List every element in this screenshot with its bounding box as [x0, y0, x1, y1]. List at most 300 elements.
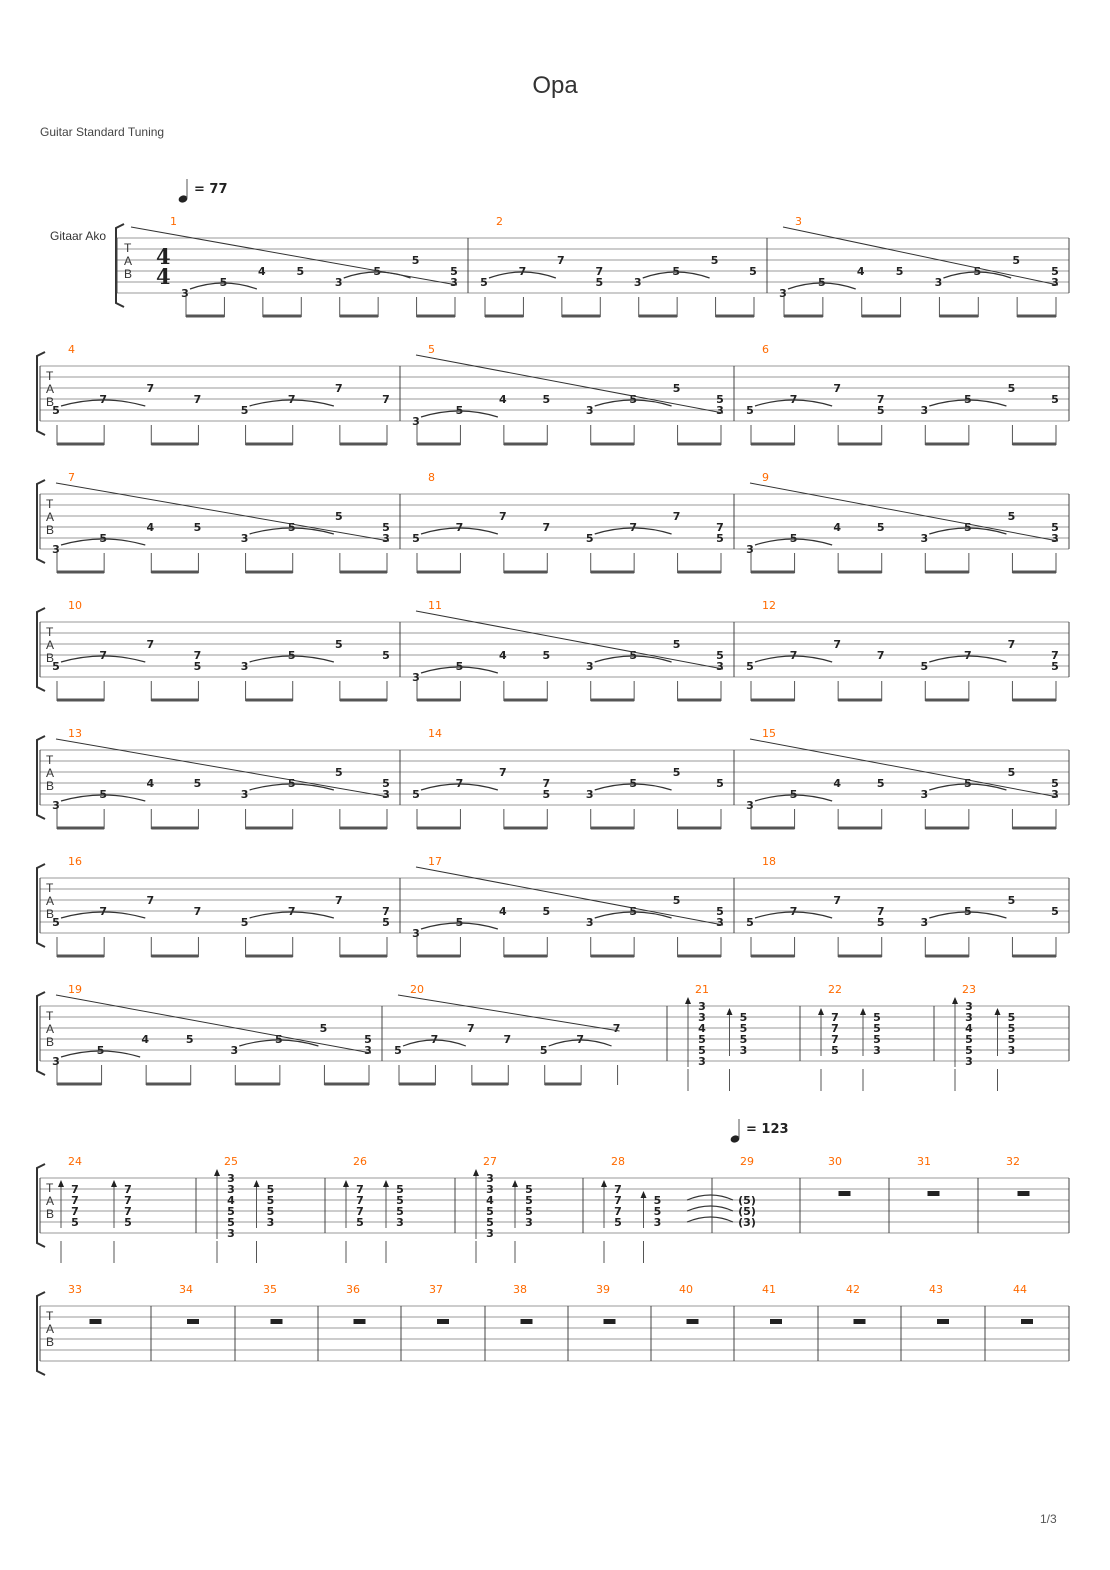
- measure-number: 36: [346, 1283, 360, 1296]
- measure-number: 17: [428, 855, 442, 868]
- measure-number: 35: [263, 1283, 277, 1296]
- chord-fret-number: 3: [266, 1216, 275, 1229]
- chord-fret-number: 7: [614, 1194, 622, 1207]
- fret-number: 5: [672, 265, 680, 278]
- chord-fret-number: 3: [698, 1000, 706, 1013]
- chord-fret-number: 7: [831, 1011, 839, 1024]
- chord-fret-number: 5: [486, 1205, 494, 1218]
- strum-arrow-icon: [473, 1169, 479, 1176]
- fret-number: 5: [716, 532, 724, 545]
- tab-clef-letter: B: [46, 779, 55, 793]
- strum-arrow-icon: [383, 1180, 389, 1187]
- strum-arrow-icon: [512, 1180, 518, 1187]
- fret-number: 7: [499, 510, 507, 523]
- fret-number: 3: [52, 543, 60, 556]
- chord-fret-number: 5: [1007, 1033, 1016, 1046]
- measure-number: 41: [762, 1283, 776, 1296]
- fret-number: 7: [1051, 649, 1059, 662]
- fret-number: 5: [716, 777, 724, 790]
- system-bracket: [37, 736, 45, 819]
- fret-number: 7: [287, 393, 296, 406]
- fret-number: 7: [672, 510, 681, 523]
- chord-fret-number: 5: [1007, 1022, 1016, 1035]
- measure-number: 3: [795, 215, 802, 228]
- chord-fret-number: 5: [396, 1183, 404, 1196]
- chord-fret-number: 5: [653, 1194, 662, 1207]
- tab-clef-letter: T: [46, 1009, 54, 1023]
- fret-number: 5: [287, 521, 296, 534]
- chord-fret-number: 3: [525, 1216, 533, 1229]
- chord-fret-number: 5: [227, 1205, 235, 1218]
- tab-clef-letter: B: [46, 395, 55, 409]
- measure-number: 6: [762, 343, 769, 356]
- fret-number: 5: [1051, 905, 1059, 918]
- fret-number: 7: [789, 905, 798, 918]
- strum-arrow-icon: [58, 1180, 64, 1187]
- fret-number: 5: [1051, 777, 1059, 790]
- fret-number: 5: [964, 393, 972, 406]
- chord-fret-number: 7: [356, 1205, 364, 1218]
- tab-clef-letter: A: [46, 894, 55, 908]
- fret-number: 5: [1012, 254, 1020, 267]
- fret-number: 5: [411, 254, 420, 267]
- fret-number: 3: [230, 1044, 239, 1057]
- whole-rest-icon: [1018, 1191, 1030, 1196]
- chord-fret-number: 5: [739, 1022, 748, 1035]
- chord-fret-number: 5: [873, 1022, 881, 1035]
- fret-number: 5: [382, 649, 390, 662]
- tempo-marker-77: = 77: [194, 182, 228, 197]
- whole-rest-icon: [187, 1319, 199, 1324]
- page-number: 1/3: [1040, 1512, 1057, 1526]
- fret-number: 5: [876, 404, 885, 417]
- chord-fret-number: 5: [873, 1033, 881, 1046]
- fret-number: 5: [746, 916, 754, 929]
- chord-fret-number: 3: [965, 1000, 973, 1013]
- fret-number: 3: [920, 404, 929, 417]
- chord-fret-number: 3: [1007, 1044, 1016, 1057]
- fret-number: 7: [629, 521, 637, 534]
- chord-fret-number: 7: [831, 1022, 839, 1035]
- chord-fret-number: 7: [614, 1183, 622, 1196]
- fret-number: 3: [382, 532, 390, 545]
- chord-fret-number: 5: [1007, 1011, 1016, 1024]
- measure-number: 8: [428, 471, 435, 484]
- fret-number: 5: [789, 788, 798, 801]
- fret-number: 7: [576, 1033, 584, 1046]
- chord-fret-number: 7: [124, 1183, 132, 1196]
- fret-number: 3: [382, 788, 390, 801]
- fret-number: 7: [430, 1033, 439, 1046]
- slide-line: [131, 227, 457, 285]
- fret-number: 5: [539, 1044, 548, 1057]
- tab-clef-letter: A: [46, 382, 55, 396]
- fret-number: 5: [964, 905, 972, 918]
- measure-number: 13: [68, 727, 82, 740]
- fret-number: 3: [585, 916, 594, 929]
- fret-number: 5: [672, 638, 681, 651]
- fret-number: 5: [716, 393, 724, 406]
- fret-number: 3: [364, 1044, 372, 1057]
- measure-number: 15: [762, 727, 776, 740]
- fret-number: 5: [382, 521, 390, 534]
- fret-number: 7: [146, 382, 155, 395]
- fret-number: 7: [99, 393, 107, 406]
- system-bracket: [37, 352, 45, 435]
- fret-number: 3: [334, 276, 343, 289]
- fret-number: 7: [99, 905, 107, 918]
- fret-number: 3: [716, 660, 724, 673]
- chord-fret-number: 7: [124, 1205, 132, 1218]
- fret-number: 5: [672, 766, 681, 779]
- chord-fret-number: (5): [738, 1205, 756, 1218]
- fret-number: 3: [450, 276, 458, 289]
- strum-arrow-icon: [343, 1180, 349, 1187]
- fret-number: 5: [185, 1033, 194, 1046]
- fret-number: 5: [287, 649, 296, 662]
- strum-arrow-icon: [995, 1008, 1001, 1015]
- fret-number: 5: [1051, 393, 1059, 406]
- chord-fret-number: 5: [396, 1194, 404, 1207]
- fret-number: 5: [450, 265, 458, 278]
- measure-number: 30: [828, 1155, 842, 1168]
- measure-number: 23: [962, 983, 976, 996]
- chord-fret-number: 3: [227, 1227, 235, 1240]
- tab-clef-letter: A: [46, 766, 55, 780]
- fret-number: 7: [833, 638, 841, 651]
- chord-fret-number: 3: [486, 1183, 494, 1196]
- tab-clef-letter: A: [46, 1322, 55, 1336]
- fret-number: 5: [585, 532, 594, 545]
- tab-clef-letter: A: [46, 1022, 55, 1036]
- fret-number: 5: [964, 521, 972, 534]
- fret-number: 7: [833, 894, 841, 907]
- fret-number: 4: [258, 265, 266, 278]
- chord-fret-number: 5: [965, 1044, 973, 1057]
- fret-number: 5: [52, 660, 60, 673]
- chord-fret-number: 5: [266, 1194, 275, 1207]
- tab-clef-letter: B: [124, 267, 133, 281]
- system-bracket: [37, 864, 45, 947]
- chord-fret-number: 5: [266, 1183, 275, 1196]
- fret-number: 3: [746, 799, 754, 812]
- fret-number: 7: [595, 265, 604, 278]
- fret-number: 5: [99, 788, 107, 801]
- fret-number: 5: [1007, 894, 1016, 907]
- fret-number: 3: [585, 660, 594, 673]
- chord-fret-number: 3: [486, 1172, 494, 1185]
- fret-number: 5: [275, 1033, 283, 1046]
- fret-number: 5: [629, 393, 637, 406]
- fret-number: 5: [455, 660, 464, 673]
- whole-rest-icon: [1021, 1319, 1033, 1324]
- fret-number: 3: [412, 671, 420, 684]
- tab-clef-letter: A: [46, 510, 55, 524]
- measure-number: 12: [762, 599, 776, 612]
- chord-fret-number: 3: [739, 1044, 748, 1057]
- fret-number: 5: [1007, 382, 1016, 395]
- fret-number: 4: [499, 649, 507, 662]
- time-signature-bottom: 4: [156, 264, 171, 289]
- chord-fret-number: 5: [739, 1011, 748, 1024]
- fret-number: 7: [335, 382, 343, 395]
- fret-number: 5: [455, 404, 464, 417]
- measure-number: 25: [224, 1155, 238, 1168]
- chord-fret-number: 3: [486, 1227, 494, 1240]
- chord-fret-number: 4: [227, 1194, 235, 1207]
- strum-arrow-icon: [601, 1180, 607, 1187]
- whole-rest-icon: [687, 1319, 699, 1324]
- strum-arrow-icon: [111, 1180, 117, 1187]
- fret-number: 5: [746, 660, 754, 673]
- fret-number: 7: [455, 777, 464, 790]
- chord-fret-number: 5: [525, 1194, 533, 1207]
- fret-number: 5: [96, 1044, 105, 1057]
- tie-arc: [687, 1195, 733, 1200]
- fret-number: 5: [382, 916, 390, 929]
- fret-number: 7: [789, 649, 798, 662]
- fret-number: 5: [672, 382, 681, 395]
- measure-number: 37: [429, 1283, 443, 1296]
- fret-number: 7: [876, 393, 885, 406]
- fret-number: 5: [542, 905, 551, 918]
- chord-fret-number: 3: [698, 1055, 706, 1068]
- fret-number: 5: [973, 265, 982, 278]
- fret-number: 5: [219, 276, 228, 289]
- fret-number: 5: [382, 777, 390, 790]
- tab-clef-letter: B: [46, 651, 55, 665]
- measure-number: 4: [68, 343, 75, 356]
- fret-number: 5: [52, 916, 60, 929]
- tab-clef-letter: B: [46, 907, 55, 921]
- fret-number: 5: [1007, 766, 1016, 779]
- tab-clef-letter: T: [46, 625, 54, 639]
- fret-number: 3: [920, 532, 929, 545]
- fret-number: 5: [412, 788, 420, 801]
- measure-number: 9: [762, 471, 769, 484]
- fret-number: 4: [146, 521, 155, 534]
- tab-clef-letter: T: [46, 753, 54, 767]
- strum-arrow-icon: [727, 1008, 733, 1015]
- chord-fret-number: (5): [738, 1194, 756, 1207]
- strum-arrow-icon: [952, 997, 958, 1004]
- whole-rest-icon: [437, 1319, 449, 1324]
- chord-fret-number: 5: [486, 1216, 494, 1229]
- fret-number: 7: [99, 649, 107, 662]
- chord-fret-number: 5: [698, 1044, 706, 1057]
- fret-number: 7: [1007, 638, 1016, 651]
- fret-number: 5: [895, 265, 904, 278]
- fret-number: 5: [287, 777, 296, 790]
- whole-rest-icon: [604, 1319, 616, 1324]
- measure-number: 10: [68, 599, 82, 612]
- tab-clef-letter: T: [46, 1309, 54, 1323]
- tie-arc: [687, 1206, 733, 1211]
- fret-number: 3: [52, 1055, 60, 1068]
- fret-number: 7: [789, 393, 798, 406]
- measure-number: 44: [1013, 1283, 1027, 1296]
- fret-number: 3: [633, 276, 642, 289]
- fret-number: 3: [412, 415, 420, 428]
- fret-number: 5: [629, 905, 637, 918]
- fret-number: 7: [335, 894, 343, 907]
- chord-fret-number: 3: [227, 1172, 235, 1185]
- chord-fret-number: 3: [396, 1216, 404, 1229]
- fret-number: 3: [1051, 276, 1059, 289]
- whole-rest-icon: [354, 1319, 366, 1324]
- chord-fret-number: 4: [698, 1022, 706, 1035]
- fret-number: 5: [373, 265, 381, 278]
- chord-fret-number: 7: [124, 1194, 132, 1207]
- score-title: Opa: [532, 72, 578, 99]
- strum-arrow-icon: [818, 1008, 824, 1015]
- measure-number: 26: [353, 1155, 367, 1168]
- whole-rest-icon: [521, 1319, 533, 1324]
- chord-fret-number: 7: [71, 1205, 79, 1218]
- measure-number: 7: [68, 471, 75, 484]
- fret-number: 5: [716, 649, 724, 662]
- fret-number: 5: [672, 894, 681, 907]
- chord-fret-number: 5: [965, 1033, 973, 1046]
- fret-number: 3: [920, 916, 929, 929]
- whole-rest-icon: [770, 1319, 782, 1324]
- fret-number: 5: [542, 788, 551, 801]
- measure-number: 1: [170, 215, 177, 228]
- chord-fret-number: 5: [525, 1205, 533, 1218]
- tuning-label: Guitar Standard Tuning: [40, 125, 165, 139]
- strum-arrow-icon: [254, 1180, 260, 1187]
- fret-number: 7: [193, 393, 202, 406]
- chord-fret-number: 7: [356, 1183, 364, 1196]
- fret-number: 4: [146, 777, 155, 790]
- fret-number: 7: [876, 649, 885, 662]
- fret-number: 5: [364, 1033, 372, 1046]
- chord-fret-number: 3: [965, 1055, 973, 1068]
- tab-clef-letter: B: [46, 1035, 55, 1049]
- time-signature-top: 4: [156, 244, 171, 269]
- fret-number: 4: [499, 393, 507, 406]
- fret-number: 3: [240, 788, 249, 801]
- chord-fret-number: 3: [698, 1011, 706, 1024]
- whole-rest-icon: [854, 1319, 866, 1324]
- measure-number: 27: [483, 1155, 497, 1168]
- whole-rest-icon: [271, 1319, 283, 1324]
- measure-number: 40: [679, 1283, 693, 1296]
- measure-number: 19: [68, 983, 82, 996]
- fret-number: 5: [1051, 660, 1059, 673]
- chord-fret-number: 4: [965, 1022, 973, 1035]
- fret-number: 3: [585, 788, 594, 801]
- tab-clef-letter: T: [124, 241, 132, 255]
- fret-number: 5: [595, 276, 604, 289]
- fret-number: 5: [716, 905, 724, 918]
- fret-number: 7: [455, 521, 464, 534]
- tempo-marker-123: = 123: [746, 1122, 789, 1137]
- fret-number: 5: [789, 532, 798, 545]
- fret-number: 7: [382, 905, 390, 918]
- fret-number: 5: [818, 276, 826, 289]
- fret-number: 3: [746, 543, 754, 556]
- fret-number: 5: [335, 766, 343, 779]
- fret-number: 7: [193, 649, 202, 662]
- measure-number: 34: [179, 1283, 193, 1296]
- fret-number: 5: [542, 649, 551, 662]
- strum-arrow-icon: [685, 997, 691, 1004]
- fret-number: 5: [1051, 521, 1059, 534]
- chord-fret-number: 7: [71, 1194, 79, 1207]
- fret-number: 7: [146, 638, 155, 651]
- fret-number: 7: [146, 894, 155, 907]
- fret-number: 7: [542, 777, 551, 790]
- strum-arrow-icon: [860, 1008, 866, 1015]
- measure-number: 24: [68, 1155, 82, 1168]
- fret-number: 5: [1007, 510, 1016, 523]
- chord-fret-number: 3: [965, 1011, 973, 1024]
- chord-fret-number: 5: [124, 1216, 132, 1229]
- fret-number: 4: [141, 1033, 149, 1046]
- fret-number: 4: [499, 905, 507, 918]
- strum-arrow-icon: [641, 1191, 647, 1198]
- system-bracket: [37, 608, 45, 691]
- tab-clef-letter: T: [46, 369, 54, 383]
- whole-rest-icon: [839, 1191, 851, 1196]
- chord-fret-number: 5: [614, 1216, 622, 1229]
- fret-number: 3: [240, 660, 249, 673]
- chord-fret-number: 5: [698, 1033, 706, 1046]
- fret-number: 7: [503, 1033, 512, 1046]
- tab-clef-letter: T: [46, 497, 54, 511]
- chord-fret-number: 7: [831, 1033, 839, 1046]
- fret-number: 5: [193, 660, 202, 673]
- fret-number: 7: [193, 905, 202, 918]
- chord-fret-number: 5: [356, 1216, 364, 1229]
- fret-number: 7: [382, 393, 390, 406]
- chord-fret-number: 5: [831, 1044, 839, 1057]
- fret-number: 5: [542, 393, 551, 406]
- measure-number: 11: [428, 599, 442, 612]
- system-bracket: [37, 992, 45, 1075]
- chord-fret-number: 5: [525, 1183, 533, 1196]
- chord-fret-number: 7: [614, 1205, 622, 1218]
- fret-number: 7: [499, 766, 507, 779]
- fret-number: 5: [240, 916, 249, 929]
- measure-number: 38: [513, 1283, 527, 1296]
- fret-number: 5: [193, 777, 202, 790]
- fret-number: 5: [876, 521, 885, 534]
- fret-number: 5: [455, 916, 464, 929]
- system-bracket: [37, 480, 45, 563]
- fret-number: 5: [876, 916, 885, 929]
- fret-number: 4: [833, 777, 841, 790]
- fret-number: 5: [964, 777, 972, 790]
- fret-number: 5: [629, 649, 637, 662]
- fret-number: 5: [1051, 265, 1059, 278]
- fret-number: 5: [52, 404, 60, 417]
- chord-fret-number: 3: [873, 1044, 881, 1057]
- fret-number: 5: [876, 777, 885, 790]
- chord-fret-number: 5: [266, 1205, 275, 1218]
- measure-number: 42: [846, 1283, 860, 1296]
- fret-number: 7: [876, 905, 885, 918]
- chord-fret-number: 5: [739, 1033, 748, 1046]
- tab-clef-letter: T: [46, 881, 54, 895]
- chord-fret-number: 5: [71, 1216, 79, 1229]
- fret-number: 5: [710, 254, 719, 267]
- measure-number: 32: [1006, 1155, 1020, 1168]
- track-name: Gitaar Ako: [50, 229, 107, 243]
- tab-clef-letter: B: [46, 1335, 55, 1349]
- fret-number: 7: [542, 521, 551, 534]
